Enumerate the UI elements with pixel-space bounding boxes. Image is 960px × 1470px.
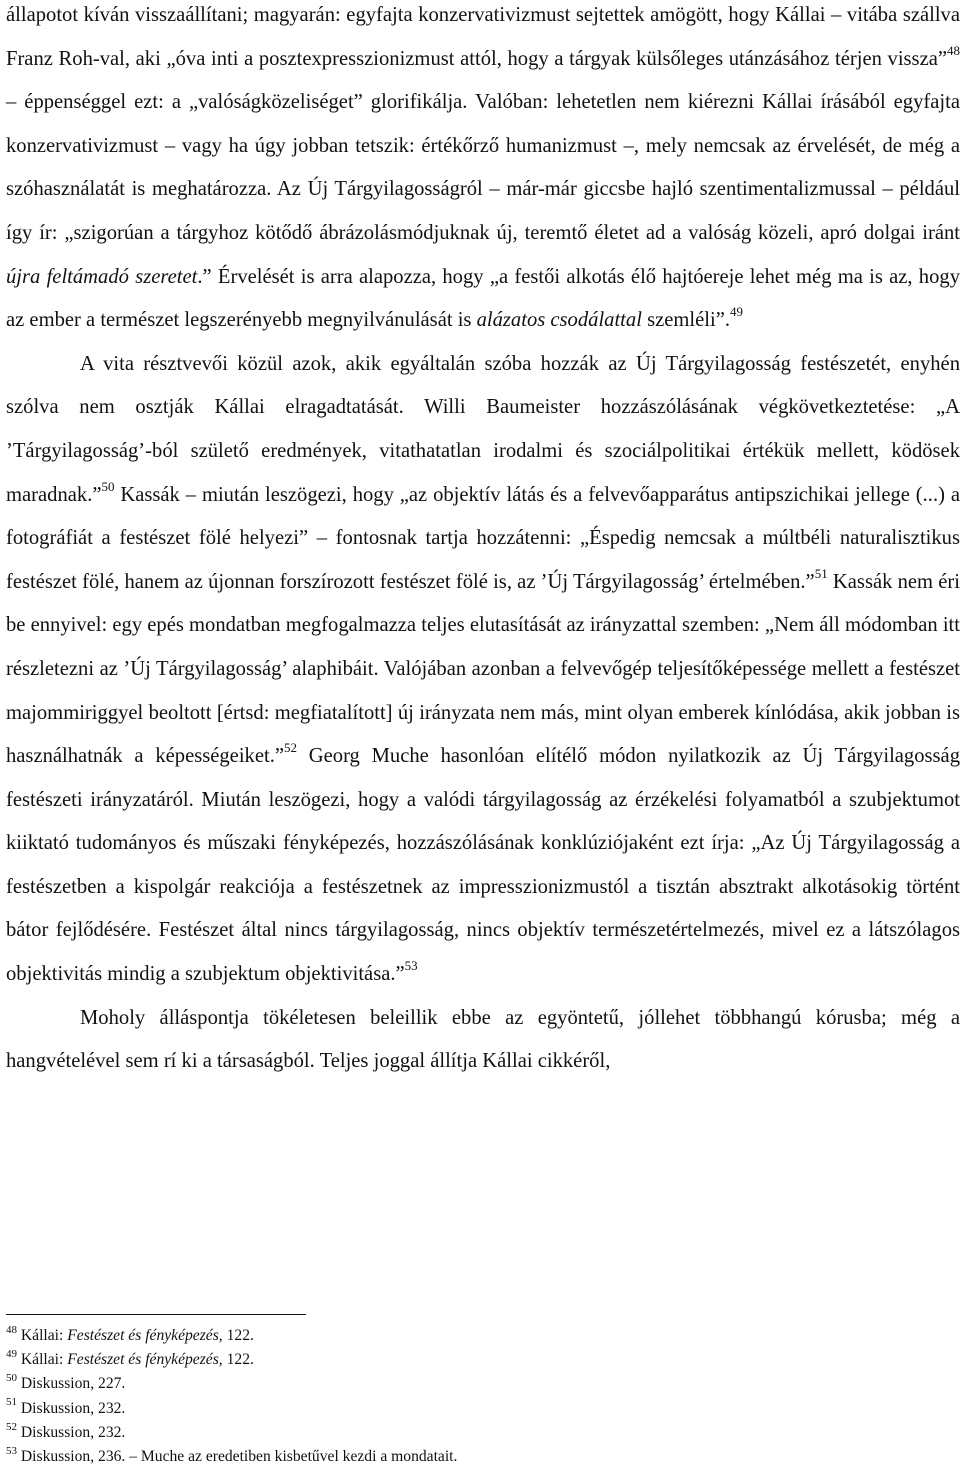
text-run: Kassák – miután leszögezi, hogy „az objektív látás és a felvevőapparátus antipszichikai jellege (...) a fotográfiát a festészet fölé helyezi” – fontosnak tartja hozzátenni: „Éspedig nemcsak a múltbéli naturalisztikus festészet fölé, hanem az újonnan forszírozott festészet fölé is, az ’Új Tárgyilagosság’ értelmében.”: [6, 483, 960, 593]
footnote-number: 50: [6, 1372, 17, 1385]
text-run: Kassák nem éri be ennyivel: egy epés mondatban megfogalmazza teljes elutasítását az irányzattal szemben: „Nem áll módomban itt részletezni az ’Új Tárgyilagosság’ alaphibáit. Valójában azonban a felvevőgép teljesítőképessége mellett a festészet majommiriggyel beoltott [értsd: megfiatalított] új irányzata nem más, mint olyan emberek kínlódása, akik jobban is használhatnák a képességeiket.”: [6, 570, 960, 768]
footnote-number: 48: [6, 1323, 17, 1336]
text-run: Diskussion, 227.: [20, 1375, 126, 1393]
italic-text: Festészet és fényképezés: [67, 1351, 219, 1369]
footnote-text: [21, 1424, 125, 1441]
footnote-49: [6, 1348, 946, 1372]
text-run: Kállai:: [20, 1351, 68, 1369]
footnotes: [6, 1324, 946, 1469]
italic-text: újra feltámadó szeretet: [6, 265, 198, 288]
footnote-ref: 51: [814, 565, 828, 581]
text-run: .” Érvelését is arra alapozza, hogy „a festői alkotás élő hajtóereje lehet még ma is az, hogy az ember a természet legszerényebb megnyilvánulását is: [6, 265, 960, 332]
footnote-text: [21, 1400, 125, 1417]
paragraph-3: [6, 997, 960, 1084]
footnote-52: [6, 1421, 946, 1445]
footnote-text: [21, 1327, 254, 1344]
footnote-number: 51: [6, 1396, 17, 1409]
footnote-number: 52: [6, 1420, 17, 1433]
paragraph-2: [6, 343, 960, 997]
footnote-text: [21, 1448, 458, 1465]
text-run: , 122.: [218, 1351, 254, 1369]
text-run: Georg Muche hasonlóan elítélő módon nyilatkozik az Új Tárgyilagosság festészeti irányzatáról. Miután leszögezi, hogy a valódi tárgyilagosság az érzékelési folyamatból a szubjektumot kiiktató tudományos és műszaki fényképezés, hozzászólásának konklúziójaként ezt írja: „Az Új Tárgyilagosság a festészetben a kispolgár reakciója a festészetnek az impresszionizmustól a tisztán absztrakt alkotásokig történt bátor fejlődésére. Festészet által nincs tárgyilagosság, nincs objektív természetértelmezés, mivel ez a látszólagos objektivitás mindig a szubjektum objektivitása.”: [6, 745, 960, 986]
text-run: – éppenséggel ezt: a „valóságközeliséget” glorifikálja. Valóban: lehetetlen nem kiérezni Kállai írásából egyfajta konzervativizmust – vagy ha úgy jobban tetszik: értékőrző humanizmust –, mely nemcsak az érvelését, de még a szóhasználatát is meghatározza. Az Új Tárgyilagosságról – már-már giccsbe hajló szentimentalizmussal – például így ír: „szigorúan a tárgyhoz kötődő ábrázolásmódjuknak új, teremtő életet ad a valóság közeli, apró dolgai iránt: [6, 91, 960, 244]
italic-text: Festészet és fényképezés: [67, 1327, 219, 1344]
footnote-48: [6, 1324, 946, 1348]
footnote-number: 49: [6, 1348, 17, 1361]
body-text: [6, 0, 960, 1084]
footnote-ref: 49: [730, 304, 743, 320]
footnote-text: [21, 1375, 125, 1392]
text-run: Kállai:: [20, 1327, 68, 1344]
footnote-ref: 48: [947, 42, 960, 58]
footnote-number: 53: [6, 1444, 17, 1457]
text-run: Diskussion, 232.: [20, 1399, 126, 1417]
footnote-51: [6, 1397, 946, 1421]
footnote-separator: [6, 1314, 306, 1315]
footnote-ref: 52: [283, 740, 297, 756]
text-run: , 122.: [218, 1327, 254, 1344]
footnote-text: [21, 1351, 254, 1368]
text-run: A vita résztvevői közül azok, akik egyáltalán szóba hozzák az Új Tárgyilagosság festészetét, enyhén szólva nem osztják Kállai elragadtatását. Willi Baumeister hozzászólásának végkövetkeztetése: „A ’Tárgyilagosság’-ból születő eredmények, vitathatatlan irodalmi és szociálpolitikai értékük mellett, ködösek maradnak.”: [6, 352, 960, 506]
text-run: Diskussion, 236. – Muche az eredetiben kisbetűvel kezdi a mondatait.: [20, 1448, 458, 1466]
text-run: állapotot kíván visszaállítani; magyarán: egyfajta konzervativizmust sejtettek amögött, hogy Kállai – vitába szállva Franz Roh-val, aki „óva inti a posztexpresszionizmust attól, hogy a tárgyak külsőleges utánzásához térjen vissza”: [6, 4, 960, 70]
footnote-53: [6, 1445, 946, 1469]
footnote-50: [6, 1372, 946, 1396]
footnote-ref: 50: [101, 478, 115, 494]
text-run: szemléli”.: [641, 309, 730, 332]
text-run: Diskussion, 232.: [20, 1423, 126, 1441]
italic-text: alázatos csodálattal: [476, 309, 642, 332]
text-run: Moholy álláspontja tökéletesen beleillik ebbe az egyöntetű, jóllehet többhangú kórusba; még a hangvételével sem rí ki a társaságból. Teljes joggal állítja Kállai cikkéről,: [6, 1006, 960, 1073]
paragraph-1: [6, 0, 960, 343]
footnote-ref: 53: [404, 958, 418, 974]
